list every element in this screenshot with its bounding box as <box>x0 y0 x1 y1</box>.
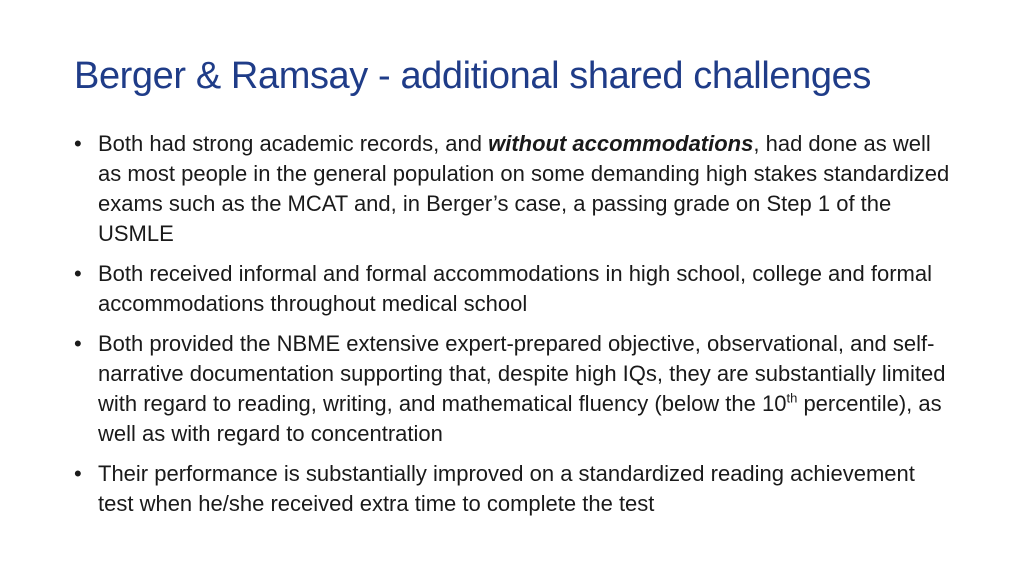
slide-title: Berger & Ramsay - additional shared challenges <box>74 55 871 97</box>
bullet-item-4 <box>74 459 954 519</box>
bullet-3-text-after: percentile), as well as with regard to concentration <box>98 391 942 446</box>
bullet-item-3 <box>74 329 954 449</box>
bullet-item-2 <box>74 259 954 319</box>
bullet-list <box>74 129 954 529</box>
bullet-3-superscript: th <box>786 390 798 406</box>
bullet-icon: • <box>74 261 82 286</box>
bullet-icon: • <box>74 131 82 156</box>
bullet-1-emphasis: without accommodations <box>488 131 754 156</box>
bullet-1-text-before: Both had strong academic records, and <box>98 131 489 156</box>
bullet-icon: • <box>74 331 82 356</box>
bullet-item-1 <box>74 129 954 249</box>
bullet-3-text-before: Both provided the NBME extensive expert-prepared objective, observational, and self-narrative documentation supporting that, despite high IQs, they are substantially limited with regard to reading, writing, and mathematical fluency (below the 10 <box>98 331 946 416</box>
bullet-4-text: Their performance is substantially improved on a standardized reading achievement test when he/she received extra time to complete the test <box>98 461 915 516</box>
bullet-1-text-after: , had done as well as most people in the general population on some demanding high stakes standardized exams such as the MCAT and, in Berger’s case, a passing grade on Step 1 of the USMLE <box>98 131 950 246</box>
bullet-icon: • <box>74 461 82 486</box>
bullet-2-text: Both received informal and formal accommodations in high school, college and formal accommodations throughout medical school <box>98 261 932 316</box>
